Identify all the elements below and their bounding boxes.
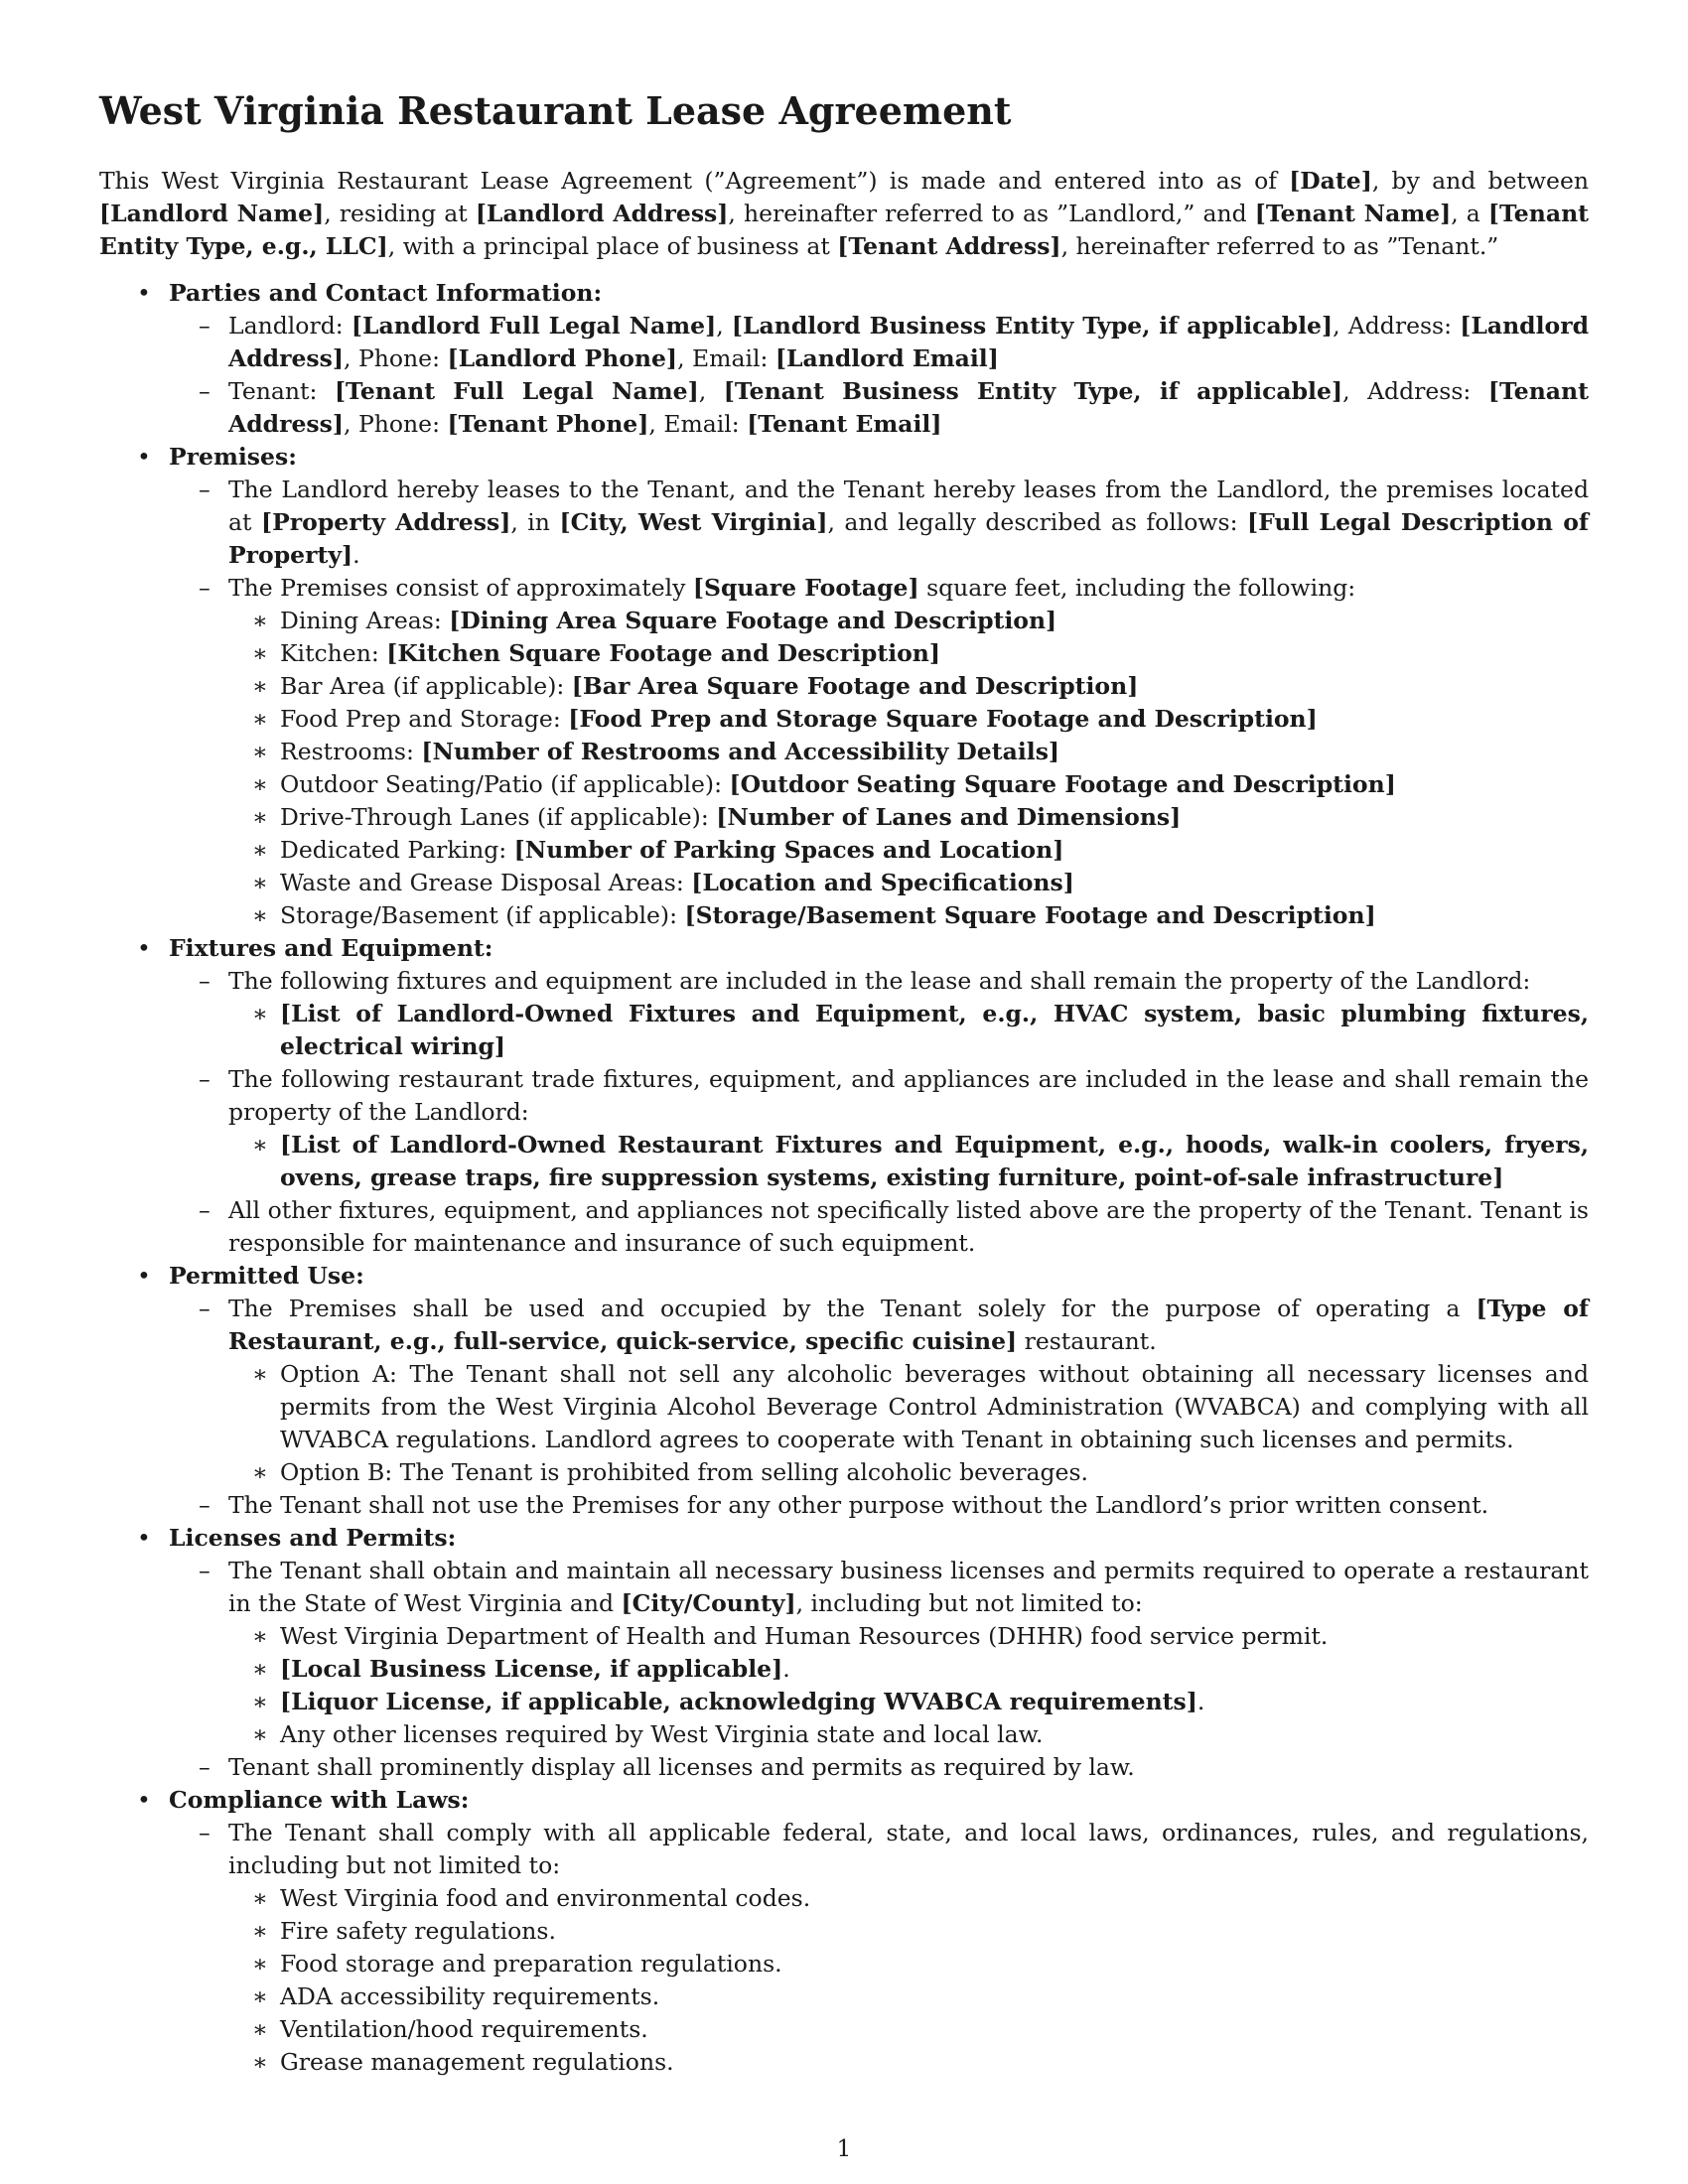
- placeholder-field: [Kitchen Square Footage and Description]: [386, 639, 941, 667]
- intro-paragraph: [99, 165, 1589, 263]
- text-run: Food Prep and Storage:: [280, 705, 569, 733]
- section-heading: Parties and Contact Information:: [169, 279, 603, 307]
- text-run: Tenant shall prominently display all licenses and permits as required by law.: [228, 1753, 1135, 1781]
- placeholder-field: [Location and Specifications]: [691, 869, 1074, 896]
- placeholder-field: [Food Prep and Storage Square Footage and Description]: [568, 705, 1318, 733]
- sub-clause-item: [228, 670, 1589, 703]
- text-run: , by and between: [1371, 167, 1589, 195]
- clause-list: [169, 1555, 1589, 1784]
- text-run: Tenant:: [228, 377, 335, 405]
- placeholder-field: [Landlord Full Legal Name]: [351, 312, 717, 340]
- placeholder-field: [Square Footage]: [692, 574, 919, 602]
- clause-text: [228, 1751, 1589, 1784]
- clause-text: [228, 1489, 1589, 1522]
- sub-clause-item: [228, 1686, 1589, 1718]
- sub-clause-item: [228, 736, 1589, 768]
- text-run: Ventilation/hood requirements.: [280, 2015, 648, 2043]
- text-run: The Landlord hereby leases to the Tenant, and the Tenant hereby leases from the Landlord, the premises located at: [228, 476, 1589, 536]
- text-run: , and legally described as follows:: [827, 508, 1248, 536]
- placeholder-field: [City/County]: [621, 1589, 796, 1617]
- clause-text: [228, 474, 1589, 572]
- text-run: Outdoor Seating/Patio (if applicable):: [280, 770, 730, 798]
- clause-item: [169, 1293, 1589, 1489]
- document-body: [99, 83, 1589, 2079]
- text-run: , Address:: [1342, 377, 1488, 405]
- placeholder-field: [Tenant Email]: [747, 410, 942, 438]
- text-run: Option A: The Tenant shall not sell any alcoholic beverages without obtaining all necessary licenses and permits from the West Virginia Alcohol Beverage Control Administration (WVABCA) and complying with all WVABCA regulations. Landlord agrees to cooperate with Tenant in obtaining such licenses and permits.: [280, 1360, 1589, 1453]
- text-run: Any other licenses required by West Virginia state and local law.: [280, 1720, 1044, 1748]
- sub-clause-item: [228, 1718, 1589, 1751]
- clause-item: [169, 1555, 1589, 1751]
- clause-text: [228, 1063, 1589, 1129]
- placeholder-field: [Full Legal Description of Property]: [228, 508, 1589, 569]
- clause-item: [169, 1489, 1589, 1522]
- sub-clause-item: [228, 1456, 1589, 1489]
- placeholder-field: [Landlord Address]: [228, 312, 1590, 372]
- text-run: , Phone:: [344, 410, 448, 438]
- placeholder-field: [Type of Restaurant, e.g., full-service, quick-service, specific cuisine]: [228, 1295, 1590, 1355]
- placeholder-field: [Number of Parking Spaces and Location]: [513, 836, 1064, 864]
- section-heading: Licenses and Permits:: [169, 1524, 457, 1552]
- sub-clause-item: [228, 2046, 1589, 2079]
- clause-list: [169, 310, 1589, 441]
- sub-clause-item: [228, 1948, 1589, 1980]
- sub-clause-item: [228, 1980, 1589, 2013]
- clause-item: [169, 1063, 1589, 1194]
- text-run: Waste and Grease Disposal Areas:: [280, 869, 692, 896]
- placeholder-field: [Tenant Business Entity Type, if applicable]: [723, 377, 1343, 405]
- text-run: West Virginia Department of Health and Human Resources (DHHR) food service permit.: [280, 1622, 1329, 1650]
- text-run: , Phone:: [344, 344, 448, 372]
- text-run: , including but not limited to:: [795, 1589, 1143, 1617]
- clause-item: [169, 965, 1589, 1063]
- text-run: , hereinafter referred to as ”Tenant.”: [1060, 232, 1499, 260]
- text-run: The following fixtures and equipment are included in the lease and shall remain the property of the Landlord:: [228, 967, 1531, 995]
- placeholder-field: [Local Business License, if applicable]: [280, 1655, 783, 1683]
- text-run: , a: [1451, 200, 1488, 227]
- sub-clause-item: [228, 1653, 1589, 1686]
- sub-clause-list: [228, 1358, 1589, 1489]
- text-run: Restrooms:: [280, 738, 422, 765]
- text-run: , residing at: [324, 200, 476, 227]
- text-run: , with a principal place of business at: [387, 232, 838, 260]
- placeholder-field: [Number of Lanes and Dimensions]: [716, 803, 1182, 831]
- clause-text: [228, 1817, 1589, 1882]
- placeholder-field: [Storage/Basement Square Footage and Description]: [684, 901, 1376, 929]
- text-run: The Tenant shall comply with all applicable federal, state, and local laws, ordinances, rules, and regulations, including but not limited to:: [228, 1819, 1589, 1879]
- text-run: Food storage and preparation regulations.: [280, 1950, 782, 1978]
- placeholder-field: [Tenant Address]: [837, 232, 1061, 260]
- sub-clause-item: [228, 637, 1589, 670]
- text-run: Storage/Basement (if applicable):: [280, 901, 685, 929]
- sub-clause-list: [228, 1882, 1589, 2079]
- text-run: Option B: The Tenant is prohibited from selling alcoholic beverages.: [280, 1458, 1088, 1486]
- clause-text: [228, 1194, 1589, 1260]
- text-run: ADA accessibility requirements.: [280, 1982, 660, 2010]
- sub-clause-item: [228, 1882, 1589, 1915]
- placeholder-field: [Landlord Phone]: [447, 344, 678, 372]
- sub-clause-item: [228, 703, 1589, 736]
- placeholder-field: [Tenant Name]: [1254, 200, 1452, 227]
- sub-clause-item: [228, 1620, 1589, 1653]
- text-run: All other fixtures, equipment, and appliances not specifically listed above are the property of the Tenant. Tenant is responsible for maintenance and insurance of such equipment.: [228, 1196, 1589, 1257]
- text-run: The Tenant shall not use the Premises for any other purpose without the Landlord’s prior written consent.: [228, 1491, 1489, 1519]
- placeholder-field: [List of Landlord-Owned Restaurant Fixtures and Equipment, e.g., hoods, walk-in coolers, fryers, ovens, grease traps, fire suppression systems, existing furniture, point-of-sale infrastructure]: [280, 1131, 1589, 1191]
- sub-clause-item: [228, 899, 1589, 932]
- text-run: , Email:: [648, 410, 748, 438]
- placeholder-field: [List of Landlord-Owned Fixtures and Equipment, e.g., HVAC system, basic plumbing fixtures, electrical wiring]: [280, 1000, 1589, 1060]
- sub-clause-item: [228, 2013, 1589, 2046]
- clause-item: [169, 1751, 1589, 1784]
- placeholder-field: [Landlord Address]: [475, 200, 729, 227]
- sub-clause-item: [228, 801, 1589, 834]
- placeholder-field: [Outdoor Seating Square Footage and Description]: [729, 770, 1396, 798]
- clause-text: [228, 965, 1589, 998]
- section-heading: Permitted Use:: [169, 1262, 364, 1290]
- placeholder-field: [Tenant Full Legal Name]: [334, 377, 699, 405]
- text-run: Dedicated Parking:: [280, 836, 514, 864]
- clause-item: [169, 375, 1589, 441]
- text-run: Kitchen:: [280, 639, 387, 667]
- clause-text: [228, 310, 1589, 375]
- placeholder-field: [Dining Area Square Footage and Description]: [449, 607, 1057, 634]
- text-run: This West Virginia Restaurant Lease Agreement (”Agreement”) is made and entered into as of: [99, 167, 1290, 195]
- text-run: , Email:: [677, 344, 775, 372]
- clause-text: [228, 1293, 1589, 1358]
- clause-item: [169, 310, 1589, 375]
- clause-item: [169, 1817, 1589, 2079]
- clause-item: [169, 572, 1589, 932]
- section-item: [99, 1522, 1589, 1784]
- text-run: .: [782, 1655, 790, 1683]
- section-item: [99, 1260, 1589, 1522]
- text-run: The Premises shall be used and occupied by the Tenant solely for the purpose of operating a: [228, 1295, 1477, 1322]
- sub-clause-list: [228, 605, 1589, 932]
- placeholder-field: [Liquor License, if applicable, acknowledging WVABCA requirements]: [280, 1688, 1197, 1715]
- text-run: Dining Areas:: [280, 607, 450, 634]
- text-run: The following restaurant trade fixtures, equipment, and appliances are included in the lease and shall remain the property of the Landlord:: [228, 1065, 1589, 1126]
- text-run: ,: [716, 312, 732, 340]
- sub-clause-list: [228, 998, 1589, 1063]
- text-run: Landlord:: [228, 312, 352, 340]
- clause-list: [169, 474, 1589, 932]
- sub-clause-item: [228, 768, 1589, 801]
- text-run: Grease management regulations.: [280, 2048, 674, 2076]
- sub-clause-list: [228, 1620, 1589, 1751]
- text-run: , Address:: [1333, 312, 1461, 340]
- section-heading: Fixtures and Equipment:: [169, 934, 493, 962]
- placeholder-field: [Tenant Address]: [228, 377, 1589, 438]
- placeholder-field: [Landlord Name]: [99, 200, 325, 227]
- document-title: West Virginia Restaurant Lease Agreement: [99, 88, 1012, 133]
- text-run: .: [352, 541, 360, 569]
- clause-list: [169, 1817, 1589, 2079]
- placeholder-field: [Bar Area Square Footage and Description]: [571, 672, 1139, 700]
- clause-list: [169, 1293, 1589, 1522]
- placeholder-field: [Landlord Business Entity Type, if applicable]: [731, 312, 1334, 340]
- page-number: 1: [836, 2136, 852, 2162]
- text-run: .: [1196, 1688, 1205, 1715]
- clause-text: [228, 1555, 1589, 1620]
- text-run: The Premises consist of approximately: [228, 574, 693, 602]
- text-run: Drive-Through Lanes (if applicable):: [280, 803, 717, 831]
- placeholder-field: [City, West Virginia]: [559, 508, 828, 536]
- clause-text: [228, 375, 1589, 441]
- text-run: , hereinafter referred to as ”Landlord,” and: [728, 200, 1255, 227]
- section-item: [99, 1784, 1589, 2079]
- sub-clause-item: [228, 1915, 1589, 1948]
- section-heading: Compliance with Laws:: [169, 1786, 470, 1814]
- placeholder-field: [Number of Restrooms and Accessibility Details]: [421, 738, 1060, 765]
- sub-clause-item: [228, 867, 1589, 899]
- sub-clause-item: [228, 1358, 1589, 1456]
- text-run: square feet, including the following:: [918, 574, 1356, 602]
- placeholder-field: [Tenant Entity Type, e.g., LLC]: [99, 200, 1590, 260]
- sub-clause-item: [228, 1129, 1589, 1194]
- clause-list: [169, 965, 1589, 1260]
- text-run: West Virginia food and environmental codes.: [280, 1884, 811, 1912]
- placeholder-field: [Property Address]: [260, 508, 511, 536]
- clause-item: [169, 1194, 1589, 1260]
- text-run: , in: [510, 508, 560, 536]
- clause-text: [228, 572, 1589, 605]
- placeholder-field: [Tenant Phone]: [447, 410, 649, 438]
- sub-clause-list: [228, 1129, 1589, 1194]
- sub-clause-item: [228, 605, 1589, 637]
- section-list: [99, 277, 1589, 2079]
- text-run: ,: [698, 377, 724, 405]
- section-item: [99, 932, 1589, 1260]
- text-run: Fire safety regulations.: [280, 1917, 556, 1945]
- section-item: [99, 441, 1589, 932]
- sub-clause-item: [228, 998, 1589, 1063]
- text-run: The Tenant shall obtain and maintain all necessary business licenses and permits required to operate a restaurant in the State of West Virginia and: [228, 1557, 1589, 1617]
- placeholder-field: [Date]: [1289, 167, 1372, 195]
- text-run: restaurant.: [1017, 1327, 1157, 1355]
- section-heading: Premises:: [169, 443, 297, 471]
- section-item: [99, 277, 1589, 441]
- clause-item: [169, 474, 1589, 572]
- sub-clause-item: [228, 834, 1589, 867]
- placeholder-field: [Landlord Email]: [774, 344, 999, 372]
- text-run: Bar Area (if applicable):: [280, 672, 572, 700]
